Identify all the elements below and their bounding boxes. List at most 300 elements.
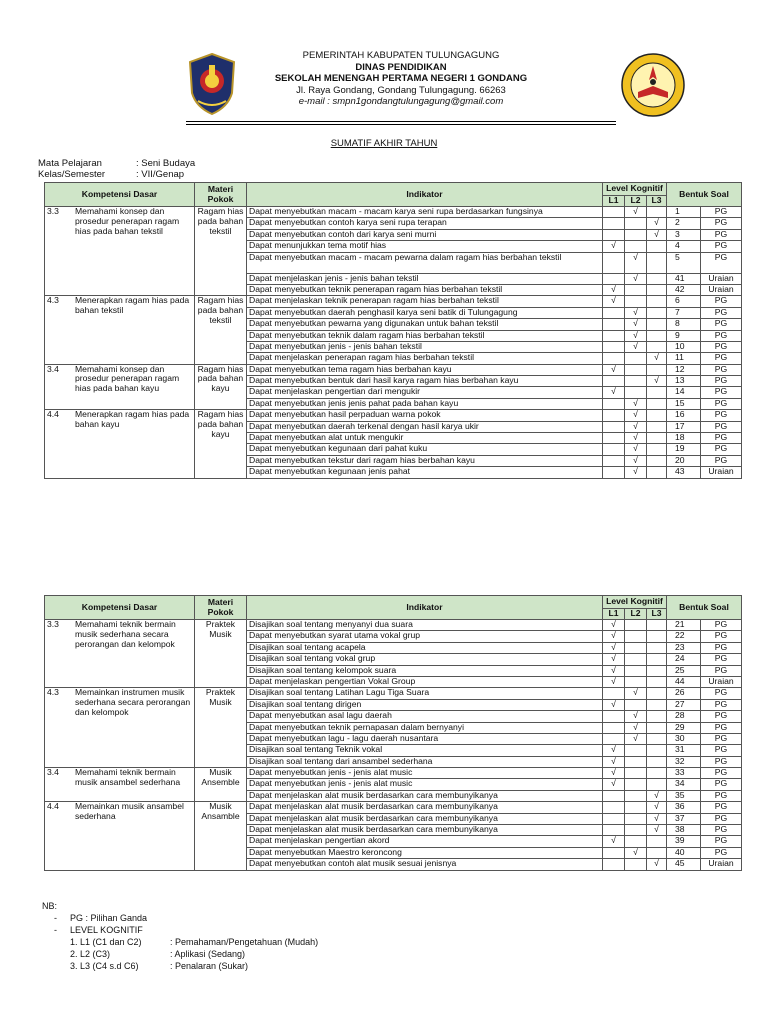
question-number: 17	[667, 421, 701, 432]
question-number: 32	[667, 756, 701, 767]
indikator-cell: Dapat menyebutkan kegunaan dari pahat kuku	[247, 444, 603, 455]
level-check: √	[647, 218, 667, 229]
question-number: 20	[667, 455, 701, 466]
table-row	[45, 620, 742, 631]
question-number: 13	[667, 376, 701, 387]
level-check: √	[625, 252, 647, 273]
level-check: √	[647, 790, 667, 801]
kd-number: 4.3	[47, 687, 59, 698]
level-empty	[625, 620, 647, 631]
col-header-l1: L1	[603, 196, 625, 207]
question-number: 34	[667, 779, 701, 790]
question-type: PG	[701, 444, 742, 455]
indikator-cell: Dapat menjelaskan pengertian dari mengukir	[247, 387, 603, 398]
level-empty	[647, 836, 667, 847]
level-check: √	[625, 433, 647, 444]
level-empty	[603, 307, 625, 318]
level-empty	[625, 631, 647, 642]
letterhead-rule-thin	[186, 124, 616, 125]
kd-text: Memahami konsep dan prosedur penerapan ragam hias pada bahan tekstil	[75, 206, 180, 236]
level-empty	[625, 813, 647, 824]
question-number: 37	[667, 813, 701, 824]
question-number: 42	[667, 284, 701, 295]
question-number: 44	[667, 676, 701, 687]
table-row	[45, 410, 742, 421]
question-number: 2	[667, 218, 701, 229]
level-empty	[647, 733, 667, 744]
question-number: 26	[667, 688, 701, 699]
notes	[42, 900, 319, 972]
school-emblem-icon	[620, 52, 686, 118]
level-check: √	[625, 307, 647, 318]
kd-text: Menerapkan ragam hias pada bahan tekstil	[75, 295, 190, 316]
indikator-cell: Disajikan soal tentang kelompok suara	[247, 665, 603, 676]
col-header-l1: L1	[603, 609, 625, 620]
col-header-l2: L2	[625, 609, 647, 620]
level-empty	[603, 444, 625, 455]
level-code: 1. L1 (C1 dan C2)	[70, 937, 142, 947]
level-empty	[603, 813, 625, 824]
level-empty	[603, 421, 625, 432]
indikator-cell: Dapat menjelaskan pengertian Vokal Group	[247, 676, 603, 687]
col-header-l3: L3	[647, 196, 667, 207]
kd-cell	[45, 768, 195, 802]
indikator-cell: Disajikan soal tentang dirigen	[247, 699, 603, 710]
question-type: Uraian	[701, 859, 742, 870]
col-header-bentuk: Bentuk Soal	[667, 183, 742, 207]
question-number: 18	[667, 433, 701, 444]
col-header-level: Level Kognitif	[603, 183, 667, 196]
indikator-cell: Dapat menjelaskan jenis - jenis bahan tekstil	[247, 273, 603, 284]
level-empty	[603, 218, 625, 229]
level-empty	[647, 631, 667, 642]
level-check: √	[603, 676, 625, 687]
question-type: PG	[701, 756, 742, 767]
kd-text: Memahami konsep dan prosedur penerapan ragam hias pada bahan kayu	[75, 364, 180, 394]
question-number: 29	[667, 722, 701, 733]
question-number: 12	[667, 364, 701, 375]
indikator-cell: Dapat menjelaskan alat musik berdasarkan cara membunyikanya	[247, 790, 603, 801]
question-type: PG	[701, 642, 742, 653]
indikator-cell: Dapat menyebutkan macam - macam pewarna dalam ragam hias berbahan tekstil	[247, 252, 603, 273]
question-type: PG	[701, 353, 742, 364]
level-empty	[647, 688, 667, 699]
kd-cell	[45, 207, 195, 296]
question-type: PG	[701, 688, 742, 699]
indikator-cell: Dapat menyebutkan Maestro keroncong	[247, 847, 603, 858]
level-check: √	[647, 859, 667, 870]
level-empty	[647, 676, 667, 687]
level-empty	[625, 756, 647, 767]
level-empty	[603, 341, 625, 352]
level-empty	[603, 433, 625, 444]
question-type: PG	[701, 654, 742, 665]
notes-dash: -	[54, 925, 57, 935]
kd-number: 4.3	[47, 295, 59, 306]
level-check: √	[603, 364, 625, 375]
grid-table-musik	[44, 595, 742, 871]
level-check: √	[603, 241, 625, 252]
level-empty	[603, 733, 625, 744]
question-number: 11	[667, 353, 701, 364]
kd-cell	[45, 688, 195, 768]
question-type: PG	[701, 790, 742, 801]
indikator-cell: Disajikan soal tentang vokal grup	[247, 654, 603, 665]
col-header-indikator: Indikator	[247, 183, 603, 207]
question-type: PG	[701, 711, 742, 722]
question-type: PG	[701, 813, 742, 824]
level-empty	[603, 688, 625, 699]
indikator-cell: Dapat menyebutkan lagu - lagu daerah nusantara	[247, 733, 603, 744]
level-check: √	[603, 756, 625, 767]
level-empty	[603, 330, 625, 341]
letterhead-rule	[186, 121, 616, 122]
level-empty	[625, 654, 647, 665]
level-empty	[647, 252, 667, 273]
table-row	[45, 364, 742, 375]
level-check: √	[603, 836, 625, 847]
level-empty	[625, 376, 647, 387]
col-header-bentuk: Bentuk Soal	[667, 596, 742, 620]
question-type: PG	[701, 836, 742, 847]
question-number: 7	[667, 307, 701, 318]
question-number: 16	[667, 410, 701, 421]
question-type: Uraian	[701, 676, 742, 687]
question-type: PG	[701, 699, 742, 710]
question-type: PG	[701, 620, 742, 631]
level-empty	[625, 241, 647, 252]
level-empty	[625, 387, 647, 398]
department-name: DINAS PENDIDIKAN	[355, 61, 447, 73]
indikator-cell: Disajikan soal tentang dari ansambel sederhana	[247, 756, 603, 767]
level-code: 3. L3 (C4 s.d C6)	[70, 961, 139, 971]
table-row	[45, 207, 742, 218]
level-check: √	[625, 733, 647, 744]
level-empty	[647, 467, 667, 478]
notes-title: NB:	[42, 901, 58, 911]
col-header-materi: Materi Pokok	[195, 183, 247, 207]
level-empty	[603, 207, 625, 218]
level-empty	[625, 768, 647, 779]
indikator-cell: Dapat menyebutkan contoh alat musik sesuai jenisnya	[247, 859, 603, 870]
question-number: 41	[667, 273, 701, 284]
kd-number: 4.4	[47, 409, 59, 420]
question-number: 39	[667, 836, 701, 847]
indikator-cell: Dapat menyebutkan pewarna yang digunakan untuk bahan tekstil	[247, 319, 603, 330]
level-empty	[647, 444, 667, 455]
question-number: 15	[667, 398, 701, 409]
level-empty	[647, 207, 667, 218]
indikator-cell: Dapat menyebutkan bentuk dari hasil karya ragam hias berbahan kayu	[247, 376, 603, 387]
question-number: 38	[667, 825, 701, 836]
question-number: 24	[667, 654, 701, 665]
question-type: PG	[701, 387, 742, 398]
level-empty	[603, 229, 625, 240]
kd-text: Memainkan musik ansambel sederhana	[75, 801, 184, 822]
question-number: 14	[667, 387, 701, 398]
level-empty	[603, 722, 625, 733]
level-check: √	[625, 421, 647, 432]
question-number: 5	[667, 252, 701, 273]
level-check: √	[647, 825, 667, 836]
indikator-cell: Dapat menyebutkan kegunaan jenis pahat	[247, 467, 603, 478]
level-check: √	[647, 802, 667, 813]
question-number: 45	[667, 859, 701, 870]
grid-table-rupa	[44, 182, 742, 479]
question-number: 31	[667, 745, 701, 756]
question-number: 23	[667, 642, 701, 653]
indikator-cell: Disajikan soal tentang Latihan Lagu Tiga Suara	[247, 688, 603, 699]
level-empty	[647, 711, 667, 722]
question-number: 36	[667, 802, 701, 813]
table-row	[45, 296, 742, 307]
level-empty	[603, 376, 625, 387]
question-number: 9	[667, 330, 701, 341]
indikator-cell: Dapat menjelaskan alat musik berdasarkan cara membunyikanya	[247, 813, 603, 824]
col-header-l2: L2	[625, 196, 647, 207]
level-empty	[647, 387, 667, 398]
school-email: e-mail : smpn1gondangtulungagung@gmail.com	[298, 96, 504, 107]
level-empty	[625, 836, 647, 847]
level-empty	[625, 296, 647, 307]
materi-cell: Musik Ansamble	[195, 802, 247, 870]
notes-dash: -	[54, 913, 57, 923]
indikator-cell: Disajikan soal tentang menyanyi dua suara	[247, 620, 603, 631]
level-empty	[625, 825, 647, 836]
level-check: √	[625, 330, 647, 341]
level-empty	[625, 218, 647, 229]
question-number: 1	[667, 207, 701, 218]
class-label: Kelas/Semester	[38, 169, 106, 180]
question-type: PG	[701, 847, 742, 858]
question-type: PG	[701, 218, 742, 229]
level-empty	[603, 467, 625, 478]
level-check: √	[603, 665, 625, 676]
level-desc: : Pemahaman/Pengetahuan (Mudah)	[170, 937, 319, 947]
level-check: √	[603, 779, 625, 790]
level-empty	[647, 319, 667, 330]
level-check: √	[603, 296, 625, 307]
notes-level-title: LEVEL KOGNITIF	[70, 925, 143, 935]
question-type: PG	[701, 665, 742, 676]
question-number: 28	[667, 711, 701, 722]
level-empty	[603, 802, 625, 813]
class-value: : VII/Genap	[136, 169, 185, 180]
question-number: 43	[667, 467, 701, 478]
subject-value: : Seni Budaya	[136, 158, 196, 169]
level-check: √	[647, 353, 667, 364]
question-type: PG	[701, 296, 742, 307]
level-check: √	[603, 631, 625, 642]
kd-number: 3.4	[47, 767, 59, 778]
kd-cell	[45, 410, 195, 478]
level-empty	[647, 307, 667, 318]
level-empty	[647, 241, 667, 252]
level-empty	[647, 284, 667, 295]
level-check: √	[603, 642, 625, 653]
level-empty	[647, 722, 667, 733]
level-empty	[647, 642, 667, 653]
kd-cell	[45, 620, 195, 688]
level-check: √	[603, 768, 625, 779]
level-check: √	[625, 444, 647, 455]
question-number: 27	[667, 699, 701, 710]
question-type: PG	[701, 207, 742, 218]
indikator-cell: Disajikan soal tentang acapela	[247, 642, 603, 653]
notes-pg: PG : Pilihan Ganda	[70, 913, 148, 923]
level-empty	[625, 353, 647, 364]
level-check: √	[625, 688, 647, 699]
level-check: √	[625, 319, 647, 330]
level-check: √	[625, 467, 647, 478]
level-empty	[603, 825, 625, 836]
level-empty	[647, 665, 667, 676]
indikator-cell: Dapat menyebutkan jenis - jenis alat music	[247, 768, 603, 779]
level-empty	[625, 802, 647, 813]
kd-number: 3.4	[47, 364, 59, 374]
question-type: PG	[701, 421, 742, 432]
level-check: √	[625, 410, 647, 421]
level-empty	[603, 859, 625, 870]
level-empty	[625, 364, 647, 375]
kd-cell	[45, 802, 195, 870]
kd-number: 3.3	[47, 206, 59, 216]
level-check: √	[625, 341, 647, 352]
question-number: 21	[667, 620, 701, 631]
question-type: PG	[701, 768, 742, 779]
level-empty	[625, 699, 647, 710]
level-empty	[647, 654, 667, 665]
level-empty	[625, 665, 647, 676]
indikator-cell: Dapat menyebutkan daerah terkenal dengan hasil karya ukir	[247, 421, 603, 432]
kd-number: 3.3	[47, 619, 59, 629]
col-header-indikator: Indikator	[247, 596, 603, 620]
question-type: PG	[701, 433, 742, 444]
indikator-cell: Dapat menyebutkan jenis - jenis alat music	[247, 779, 603, 790]
level-check: √	[625, 722, 647, 733]
kd-number: 4.4	[47, 801, 59, 812]
kd-cell	[45, 296, 195, 364]
indikator-cell: Dapat menyebutkan teknik dalam ragam hias berbahan tekstil	[247, 330, 603, 341]
level-empty	[647, 455, 667, 466]
gov-name: PEMERINTAH KABUPATEN TULUNGAGUNG	[302, 50, 500, 61]
indikator-cell: Dapat menyebutkan contoh karya seni rupa terapan	[247, 218, 603, 229]
level-empty	[625, 284, 647, 295]
level-empty	[647, 847, 667, 858]
question-type: Uraian	[701, 273, 742, 284]
question-number: 19	[667, 444, 701, 455]
indikator-cell: Disajikan soal tentang Teknik vokal	[247, 745, 603, 756]
question-type: PG	[701, 410, 742, 421]
indikator-cell: Dapat menyebutkan jenis jenis pahat pada bahan kayu	[247, 398, 603, 409]
level-empty	[647, 779, 667, 790]
indikator-cell: Dapat menjelaskan alat musik berdasarkan cara membunyikanya	[247, 802, 603, 813]
table-row	[45, 688, 742, 699]
kd-text: Memainkan instrumen musik sederhana secara perorangan dan kelompok	[75, 687, 191, 717]
question-number: 40	[667, 847, 701, 858]
question-type: PG	[701, 229, 742, 240]
level-check: √	[603, 699, 625, 710]
question-number: 35	[667, 790, 701, 801]
question-type: PG	[701, 745, 742, 756]
col-header-kd: Kompetensi Dasar	[45, 183, 195, 207]
school-address: Jl. Raya Gondang, Gondang Tulungagung. 66263	[296, 84, 506, 96]
question-type: PG	[701, 241, 742, 252]
level-empty	[603, 319, 625, 330]
question-type: PG	[701, 733, 742, 744]
col-header-l3: L3	[647, 609, 667, 620]
level-check: √	[625, 398, 647, 409]
indikator-cell: Dapat menyebutkan hasil perpaduan warna pokok	[247, 410, 603, 421]
question-type: PG	[701, 376, 742, 387]
question-type: PG	[701, 455, 742, 466]
indikator-cell: Dapat menjelaskan alat musik berdasarkan cara membunyikanya	[247, 825, 603, 836]
col-header-kd: Kompetensi Dasar	[45, 596, 195, 620]
level-code: 2. L2 (C3)	[70, 949, 111, 959]
level-check: √	[625, 207, 647, 218]
letterhead	[186, 50, 616, 122]
col-header-level: Level Kognitif	[603, 596, 667, 609]
level-check: √	[647, 229, 667, 240]
level-check: √	[625, 455, 647, 466]
indikator-cell: Dapat menyebutkan tema ragam hias berbahan kayu	[247, 364, 603, 375]
table-row	[45, 802, 742, 813]
level-empty	[647, 330, 667, 341]
level-check: √	[603, 745, 625, 756]
question-type: PG	[701, 252, 742, 273]
level-empty	[647, 398, 667, 409]
level-empty	[647, 620, 667, 631]
level-check: √	[647, 813, 667, 824]
indikator-cell: Dapat menyebutkan alat untuk mengukir	[247, 433, 603, 444]
question-number: 30	[667, 733, 701, 744]
question-type: PG	[701, 364, 742, 375]
col-header-materi: Materi Pokok	[195, 596, 247, 620]
indikator-cell: Dapat menyebutkan contoh dari karya seni murni	[247, 229, 603, 240]
materi-cell: Musik Ansemble	[195, 768, 247, 802]
question-type: PG	[701, 330, 742, 341]
materi-cell: Ragam hias pada bahan tekstil	[195, 207, 247, 296]
level-empty	[647, 364, 667, 375]
question-type: PG	[701, 307, 742, 318]
materi-cell: Ragam hias pada bahan kayu	[195, 410, 247, 478]
kd-text: Memahami teknik bermain musik ansambel sederhana	[75, 767, 181, 787]
question-type: PG	[701, 398, 742, 409]
question-type: PG	[701, 319, 742, 330]
level-empty	[647, 433, 667, 444]
indikator-cell: Dapat menjelaskan teknik penerapan ragam hias berbahan tekstil	[247, 296, 603, 307]
level-empty	[603, 398, 625, 409]
question-number: 22	[667, 631, 701, 642]
indikator-cell: Dapat menyebutkan teknik pernapasan dalam bernyanyi	[247, 722, 603, 733]
level-empty	[647, 756, 667, 767]
indikator-cell: Dapat menyebutkan macam - macam karya seni rupa berdasarkan fungsinya	[247, 207, 603, 218]
question-number: 10	[667, 341, 701, 352]
level-empty	[625, 229, 647, 240]
level-check: √	[625, 847, 647, 858]
question-type: PG	[701, 341, 742, 352]
table-row	[45, 768, 742, 779]
level-check: √	[603, 284, 625, 295]
indikator-cell: Dapat menjelaskan penerapan ragam hias berbahan tekstil	[247, 353, 603, 364]
level-empty	[603, 410, 625, 421]
letterhead-text	[186, 50, 616, 108]
indikator-cell: Dapat menyebutkan jenis - jenis bahan tekstil	[247, 341, 603, 352]
indikator-cell: Dapat menyebutkan syarat utama vokal grup	[247, 631, 603, 642]
level-empty	[647, 296, 667, 307]
level-empty	[625, 676, 647, 687]
level-empty	[603, 711, 625, 722]
